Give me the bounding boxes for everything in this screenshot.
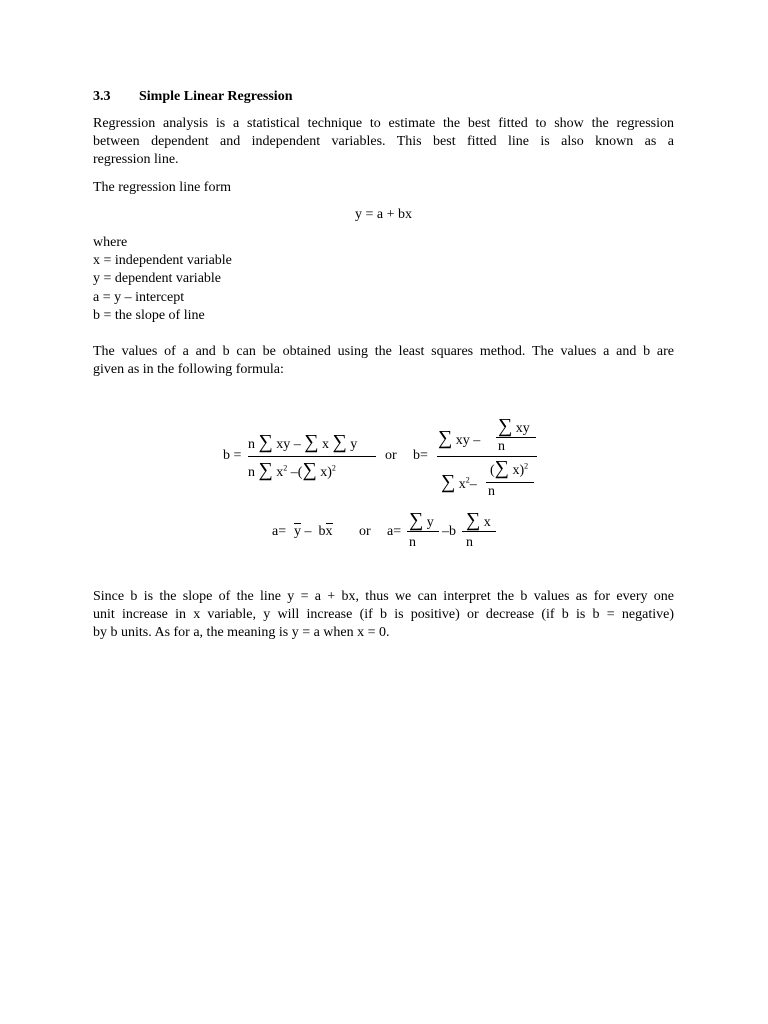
a2-y-numerator: ∑ y (409, 509, 434, 531)
or-label: or (359, 524, 371, 539)
a2-x-denominator: n (466, 535, 473, 550)
text-line: given as in the following formula: (93, 362, 284, 378)
a2-x-numerator: ∑ x (466, 509, 491, 531)
b-label: b = (223, 448, 242, 463)
b-denominator: n ∑ $x^2$ –(∑ x)$^2$ (248, 459, 336, 481)
regression-equation: y = a + bx (354, 207, 412, 222)
fraction-bar (462, 531, 496, 532)
text-line: unit increase in x variable, y will increase (if b is positive) or decrease (if b is b = negative) (93, 607, 674, 623)
where-item: b = the slope of line (93, 307, 205, 323)
a-formula-1: y – bx (294, 524, 333, 539)
intro-paragraph (93, 115, 674, 170)
b2-inner-denominator: n (498, 439, 505, 454)
a2-minus-b: –b (442, 524, 456, 539)
text-line: Regression analysis is a statistical technique to estimate the best fitted to show the regression (93, 116, 674, 131)
fraction-bar (248, 456, 376, 457)
a2-label: a= (387, 524, 402, 539)
where-item: x = independent variable (93, 253, 232, 269)
b-numerator: n ∑ xy – ∑ x ∑ y (248, 431, 358, 453)
fraction-bar (486, 482, 534, 483)
or-label: or (385, 448, 397, 463)
text-line: Since b is the slope of the line y = a + bx, thus we can interpret the b values as for every one (93, 589, 674, 604)
text-line: regression line. (93, 152, 179, 168)
where-label: where (93, 235, 128, 250)
form-label: The regression line form (93, 180, 232, 195)
least-squares-paragraph (93, 343, 674, 379)
b2-inner-n: n (488, 484, 495, 499)
text-line: by b units. As for a, the meaning is y = a when x = 0. (93, 625, 390, 641)
a-label: a= (272, 524, 287, 539)
a2-y-denominator: n (409, 535, 416, 550)
section-heading (93, 88, 293, 106)
b2-inner-numerator: ∑ xy (498, 415, 530, 437)
fraction-bar (407, 531, 439, 532)
fraction-bar (496, 437, 536, 438)
where-item: y = dependent variable (93, 271, 222, 287)
fraction-bar (437, 456, 537, 457)
b2-label: b= (413, 448, 428, 463)
conclusion-paragraph (93, 588, 674, 643)
where-list (93, 234, 232, 325)
where-item: a = y – intercept (93, 289, 185, 305)
section-number: 3.3 (93, 89, 111, 104)
section-title: Simple Linear Regression (139, 89, 293, 104)
b2-numerator-left: ∑ xy – (438, 427, 481, 449)
text-line: between dependent and independent variables. This best fitted line is also known as a (93, 134, 674, 150)
b2-denominator-left: ∑ $x^2-$ (441, 471, 477, 493)
text-line: The values of a and b can be obtained using the least squares method. The values a and b are (93, 344, 674, 359)
b2-inner-denominator-top: (∑ x)$^2$ (490, 457, 529, 479)
